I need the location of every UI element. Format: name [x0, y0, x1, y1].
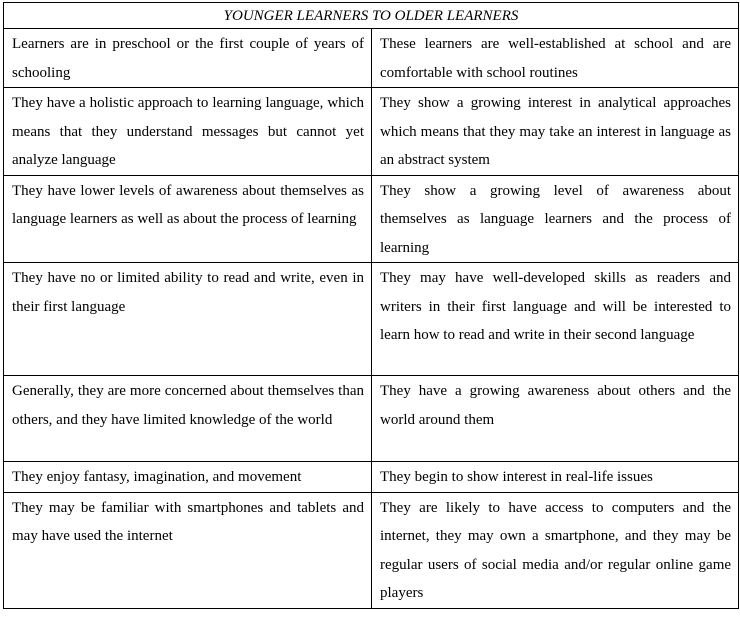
- table-row: [4, 175, 739, 263]
- younger-learners-cell: They may be familiar with smartphones and tablets and may have used the internet: [4, 492, 372, 608]
- younger-learners-cell: They have a holistic approach to learning language, which means that they understand messages but cannot yet analyze language: [4, 88, 372, 176]
- younger-learners-cell: Generally, they are more concerned about themselves than others, and they have limited knowledge of the world: [4, 376, 372, 462]
- younger-learners-cell: Learners are in preschool or the first couple of years of schooling: [4, 29, 372, 88]
- table-header-title: YOUNGER LEARNERS TO OLDER LEARNERS: [4, 3, 739, 29]
- table-row: [4, 88, 739, 176]
- younger-learners-cell: They enjoy fantasy, imagination, and movement: [4, 462, 372, 493]
- older-learners-cell: These learners are well-established at school and are comfortable with school routines: [372, 29, 739, 88]
- comparison-table-container: [3, 2, 738, 609]
- table-header-row: [4, 3, 739, 29]
- table-row: [4, 492, 739, 608]
- learners-comparison-table: [3, 2, 739, 609]
- older-learners-cell: They have a growing awareness about others and the world around them: [372, 376, 739, 462]
- older-learners-cell: They are likely to have access to computers and the internet, they may own a smartphone, and they may be regular users of social media and/or regular online game players: [372, 492, 739, 608]
- table-row: [4, 462, 739, 493]
- older-learners-cell: They show a growing level of awareness about themselves as language learners and the process of learning: [372, 175, 739, 263]
- younger-learners-cell: They have lower levels of awareness about themselves as language learners as well as about the process of learning: [4, 175, 372, 263]
- younger-learners-cell: They have no or limited ability to read and write, even in their first language: [4, 263, 372, 376]
- older-learners-cell: They show a growing interest in analytical approaches which means that they may take an interest in language as an abstract system: [372, 88, 739, 176]
- table-row: [4, 263, 739, 376]
- table-row: [4, 29, 739, 88]
- table-row: [4, 376, 739, 462]
- older-learners-cell: They may have well-developed skills as readers and writers in their first language and will be interested to learn how to read and write in their second language: [372, 263, 739, 376]
- older-learners-cell: They begin to show interest in real-life issues: [372, 462, 739, 493]
